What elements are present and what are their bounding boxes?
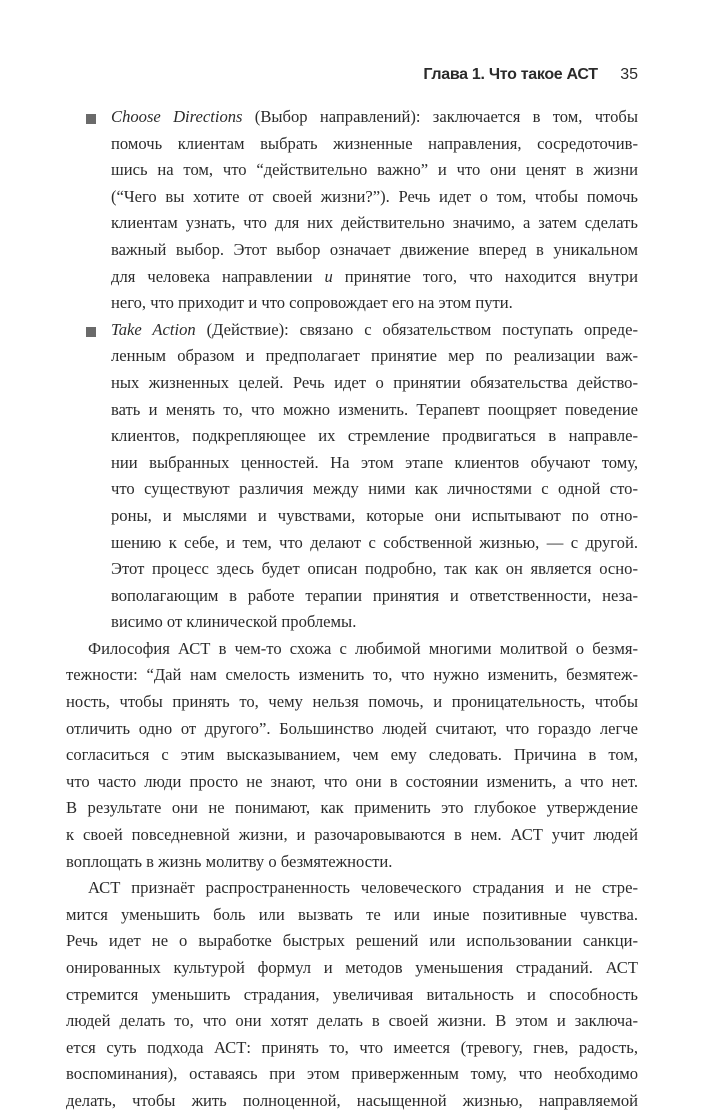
- text-line: ных жизненных целей. Речь идет о принятии обязательства действо-: [111, 372, 638, 392]
- paragraph-serenity-prayer: [66, 636, 638, 875]
- text-line: к своей повседневной жизни, и разочаровываются в нем. АСТ учит людей: [66, 825, 638, 845]
- text-line: для человека направлении и принятие того, что находится внутри: [111, 266, 638, 286]
- text-line: отличить одно от другого”. Большинство людей считают, что гораздо легче: [66, 718, 638, 738]
- chapter-title: Глава 1. Что такое АСТ: [423, 66, 598, 83]
- page-number: 35: [620, 66, 638, 83]
- text-line: Философия АСТ в чем-то схожа с любимой многими молитвой о безмя-: [88, 638, 638, 658]
- text-line: ность, чтобы принять то, чему нельзя помочь, и проницательность, чтобы: [66, 692, 638, 712]
- text-line: вополагающим в работе терапии принятия и ответственности, неза-: [111, 585, 638, 605]
- text-line: В результате они не понимают, как применить это глубокое утверждение: [66, 798, 638, 818]
- text-line: Take Action (Действие): связано с обязательством поступать опреде-: [111, 319, 638, 339]
- text-line: (“Чего вы хотите от своей жизни?”). Речь идет о том, чтобы помочь: [111, 186, 638, 206]
- text-line: АСТ признаёт распространенность человеческого страдания и не стре-: [88, 878, 638, 898]
- text-line: Choose Directions (Выбор направлений): заключается в том, чтобы: [111, 107, 638, 126]
- text-line: клиентов, подкрепляющее их стремление продвигаться в направле-: [111, 426, 638, 446]
- text-line: онированных культурой формул и методов уменьшения страданий. АСТ: [66, 958, 638, 977]
- text-line: Этот процесс здесь будет описан подробно, так как он является осно-: [111, 559, 638, 579]
- bullet-item-choose-directions: [66, 104, 638, 317]
- running-header: [84, 66, 638, 84]
- text-line: делать, чтобы жить полноценной, насыщенной жизнью, направляемой: [66, 1090, 638, 1110]
- text-line: тежности: “Дай нам смелость изменить то, что нужно изменить, безмятеж-: [66, 665, 638, 685]
- square-bullet-icon: [86, 114, 96, 124]
- text-line: Речь идет не о выработке быстрых решений или использовании санкци-: [66, 931, 638, 951]
- text-line: него, что приходит и что сопровождает его на этом пути.: [111, 293, 513, 313]
- text-line: согласиться с этим высказыванием, чем ему следовать. Причина в том,: [66, 745, 638, 765]
- emphasis: и: [324, 266, 333, 286]
- text-line: воплощать в жизнь молитву о безмятежности.: [66, 851, 393, 871]
- text-line: мится уменьшить боль или вызвать те или иные позитивные чувства.: [66, 904, 638, 924]
- text-line: клиентам узнать, что для них действительно значимо, а затем сделать: [111, 213, 638, 233]
- text-line: нии выбранных ценностей. На этом этапе клиентов обучают тому,: [111, 452, 638, 472]
- bullet-list: [66, 104, 638, 636]
- page-body: [66, 104, 638, 1115]
- text-line: стремится уменьшить страдания, увеличивая витальность и способность: [66, 984, 638, 1004]
- text-line: ленным образом и предполагает принятие мер по реализации важ-: [111, 346, 638, 366]
- bullet-term: Choose Directions: [111, 107, 243, 126]
- text-line: воспоминания), оставаясь при этом приверженным тому, что необходимо: [66, 1064, 638, 1084]
- text-line: шись на том, что “действительно важно” и что они ценят в жизни: [111, 160, 638, 180]
- text-line: что часто люди просто не знают, что они в состоянии изменить, а что нет.: [66, 771, 638, 791]
- text-line: шению к себе, и тем, что делают с собственной жизнью, — с другой.: [111, 532, 638, 552]
- bullet-item-take-action: [66, 317, 638, 636]
- square-bullet-icon: [86, 327, 96, 337]
- text-line: помочь клиентам выбрать жизненные направления, сосредоточив-: [111, 133, 638, 153]
- text-line: людей делать то, что они хотят делать в своей жизни. В этом и заключа-: [66, 1011, 638, 1031]
- text-line: вать и менять то, что можно изменить. Терапевт поощряет поведение: [111, 399, 638, 419]
- text-line: роны, и мыслями и чувствами, которые они испытывают по отно-: [111, 505, 638, 525]
- text-line: что существуют различия между ними как личностями с одной сто-: [111, 479, 638, 499]
- bullet-term: Take Action: [111, 319, 196, 339]
- text-line: висимо от клинической проблемы.: [111, 612, 357, 632]
- paragraph-act-suffering: [66, 875, 638, 1114]
- text-line: важный выбор. Этот выбор означает движение вперед в уникальном: [111, 239, 638, 259]
- text-line: ется суть подхода АСТ: принять то, что имеется (тревогу, гнев, радость,: [66, 1037, 638, 1057]
